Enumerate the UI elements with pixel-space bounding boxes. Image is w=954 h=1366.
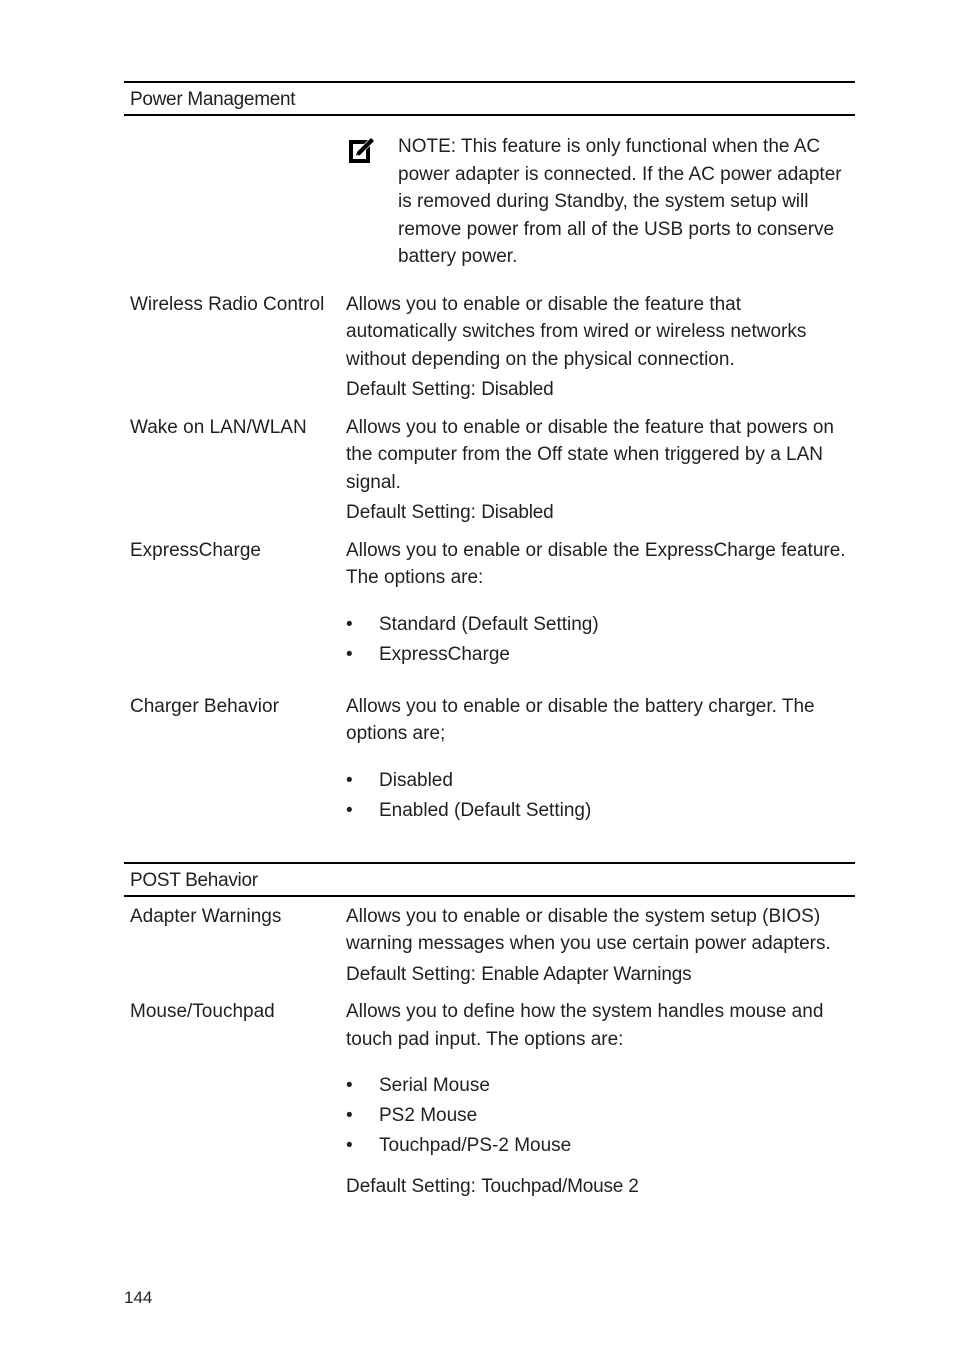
list-item: • PS2 Mouse [346, 1101, 855, 1131]
default-setting: Default Setting: Disabled [346, 379, 554, 400]
section-header-post-behavior [124, 862, 855, 897]
bullet-icon: • [346, 1105, 353, 1126]
note-text: This feature is only functional when the AC power adapter is connected. If the AC power adapter is removed during Standby, the system setup will remove power from all of the USB ports to conserve battery power. [398, 136, 842, 267]
list-item: • Standard (Default Setting) [346, 610, 855, 640]
setting-label: Adapter Warnings [130, 905, 282, 927]
default-setting: Default Setting: Disabled [346, 502, 554, 523]
setting-row-expresscharge [124, 537, 855, 670]
note-box [346, 133, 855, 271]
bullet-icon: • [346, 799, 353, 821]
section-title: Power Management [130, 89, 296, 110]
default-value: Disabled [481, 502, 554, 523]
bullet-icon: • [346, 1135, 353, 1156]
setting-description: Allows you to define how the system handles mouse and touch pad input. The options are: [346, 1001, 824, 1050]
options-list [346, 610, 855, 670]
setting-row-charger-behavior [124, 693, 855, 826]
section-title: POST Behavior [130, 869, 258, 891]
setting-label: Wake on LAN/WLAN [130, 416, 307, 438]
setting-label: Mouse/Touchpad [130, 1001, 275, 1022]
bullet-icon: • [346, 643, 353, 665]
options-list [346, 1071, 855, 1161]
setting-row-wireless-radio-control [124, 291, 855, 404]
setting-description: Allows you to enable or disable the feature that powers on the computer from the Off state when triggered by a LAN signal. [346, 416, 834, 493]
default-value: Enable Adapter Warnings [481, 963, 692, 985]
default-setting: Default Setting: Enable Adapter Warnings [346, 963, 692, 985]
options-list [346, 766, 855, 826]
list-item: • Enabled (Default Setting) [346, 796, 855, 826]
setting-label: Wireless Radio Control [130, 293, 325, 315]
note-label: NOTE: [398, 136, 457, 157]
setting-description: Allows you to enable or disable the ExpressCharge feature. The options are: [346, 539, 846, 588]
setting-description: Allows you to enable or disable the feature that automatically switches from wired or wireless networks without depending on the physical connection. [346, 293, 807, 370]
list-item: • Serial Mouse [346, 1071, 855, 1101]
setting-description: Allows you to enable or disable the system setup (BIOS) warning messages when you use certain power adapters. [346, 905, 831, 954]
setting-row-adapter-warnings [124, 903, 855, 989]
bullet-icon: • [346, 613, 353, 635]
default-setting: Default Setting: Touchpad/Mouse 2 [346, 1176, 639, 1197]
pencil-note-icon [346, 136, 376, 166]
manual-page [124, 81, 855, 1201]
section-header-power-management [124, 81, 855, 116]
default-value: Disabled [481, 379, 554, 400]
note-row [124, 116, 855, 271]
list-item: • ExpressCharge [346, 640, 855, 670]
setting-label: ExpressCharge [130, 539, 261, 561]
list-item: • Touchpad/PS-2 Mouse [346, 1131, 855, 1161]
setting-description: Allows you to enable or disable the battery charger. The options are; [346, 695, 815, 744]
setting-row-wake-on-lan [124, 414, 855, 527]
list-item: • Disabled [346, 766, 855, 796]
bullet-icon: • [346, 769, 353, 791]
bullet-icon: • [346, 1075, 353, 1096]
setting-row-mouse-touchpad [124, 998, 855, 1201]
page-number: 144 [124, 1288, 153, 1307]
default-value: Touchpad/Mouse 2 [481, 1176, 639, 1197]
setting-label: Charger Behavior [130, 695, 279, 717]
